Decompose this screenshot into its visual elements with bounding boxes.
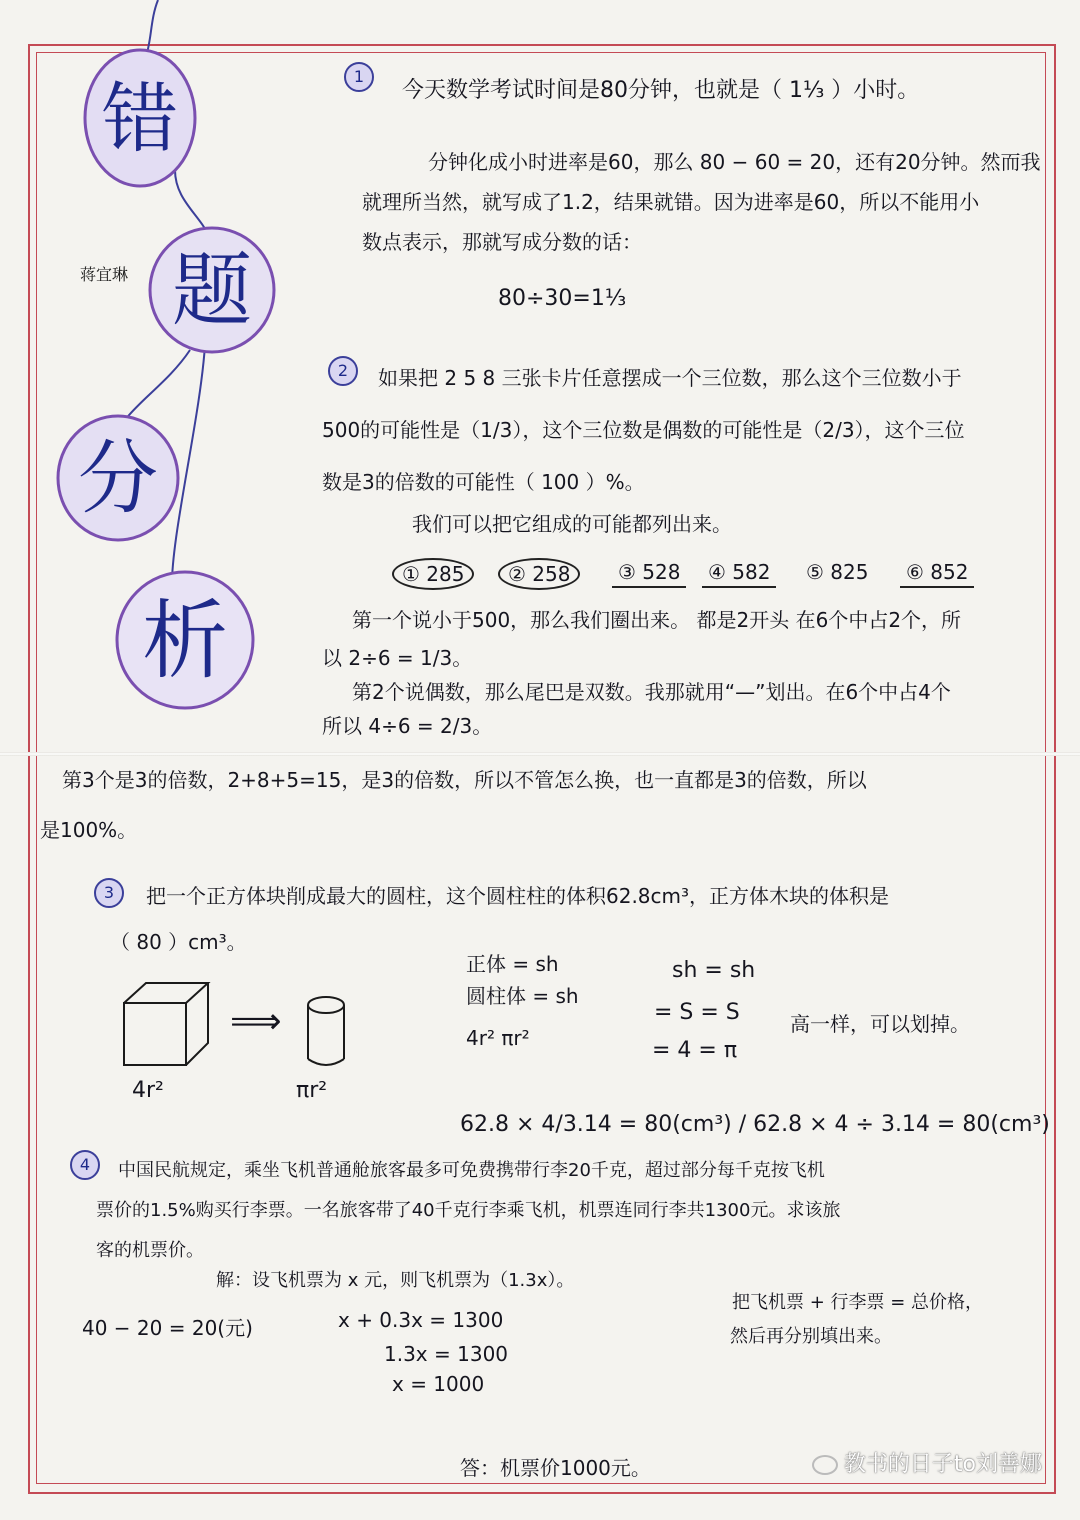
title-char-2: 题 (172, 244, 252, 337)
q2-line-2: 500的可能性是（1/3），这个三位数是偶数的可能性是（2/3），这个三位 (322, 418, 965, 442)
q1-expl-3: 数点表示，那就写成分数的话： (362, 230, 642, 254)
q4-eq-2: 1.3x = 1300 (384, 1342, 509, 1366)
q2-para-2b: 所以 4÷6 = 2/3。 (322, 714, 493, 738)
title-char-1: 错 (102, 74, 178, 163)
title-char-4: 析 (142, 591, 228, 691)
q2-combo-1: ① 285 (392, 558, 474, 590)
watermark (812, 1447, 1042, 1478)
q4-number: 4 (70, 1150, 100, 1180)
q4-answer: 答：机票价1000元。 (460, 1456, 651, 1480)
watermark-text: 教书的日子to刘善娜 (843, 1452, 1042, 1477)
title-char-3: 分 (78, 432, 158, 525)
q4-note-1: 把飞机票 + 行李票 = 总价格， (732, 1292, 984, 1313)
cylinder-drawing (308, 997, 344, 1065)
q1-number: 1 (344, 62, 374, 92)
paper-fold (0, 752, 1080, 756)
q3-calc: 62.8 × 4/3.14 = 80(cm³) / 62.8 × 4 ÷ 3.14 = 80(cm³) (460, 1112, 1050, 1137)
q3-cylinder-label: πr² (296, 1078, 328, 1103)
q3-compare-2: = S = S (654, 1000, 740, 1025)
q4-left-calc: 40 − 20 = 20(元) (82, 1316, 253, 1340)
q1-expl-1: 分钟化成小时进率是60，那么 80 − 60 = 20，还有20分钟。然而我 (428, 150, 1041, 174)
q2-line-1: 如果把 2 5 8 三张卡片任意摆成一个三位数，那么这个三位数小于 (378, 366, 962, 390)
q1-calc: 80÷30=1⅓ (498, 286, 627, 311)
q3-compare-3: = 4 = π (652, 1038, 738, 1063)
q3-compare-1: sh = sh (672, 958, 756, 983)
q2-combo-2: ② 258 (498, 558, 580, 590)
q3-cube-label: 4r² (132, 1078, 164, 1103)
q4-solve: 解：设飞机票为 x 元，则飞机票为（1.3x）。 (216, 1270, 575, 1291)
q3-line-1: 把一个正方体块削成最大的圆柱，这个圆柱柱的体积62.8cm³，正方体木块的体积是 (146, 884, 890, 908)
q4-eq-1: x + 0.3x = 1300 (338, 1308, 504, 1332)
q3-line-2: （ 80 ）cm³。 (110, 930, 247, 954)
q2-note: 我们可以把它组成的可能都列出来。 (412, 512, 732, 536)
q1-expl-2: 就理所当然，就写成了1.2，结果就错。因为进率是60，所以不能用小 (362, 190, 980, 214)
q2-combo-5: ⑤ 825 (806, 560, 869, 584)
q4-note-2: 然后再分别填出来。 (730, 1326, 892, 1347)
q2-para-1b: 以 2÷6 = 1/3。 (322, 646, 473, 670)
q4-line-1: 中国民航规定，乘坐飞机普通舱旅客最多可免费携带行李20千克，超过部分每千克按飞机 (118, 1160, 825, 1181)
q2-number: 2 (328, 356, 358, 386)
q2-para-1a: 第一个说小于500，那么我们圈出来。 都是2开头 在6个中占2个，所 (352, 608, 962, 632)
q3-formula-1: 正体 = sh (466, 952, 559, 976)
q3-arrow: ⟹ (230, 1001, 282, 1042)
q3-formula-3: 4r² πr² (466, 1026, 530, 1050)
q3-number: 3 (94, 878, 124, 908)
title-circles (0, 0, 300, 720)
q2-combo-6: ⑥ 852 (900, 558, 974, 588)
wechat-icon (812, 1455, 838, 1475)
q2-line-3: 数是3的倍数的可能性（ 100 ）%。 (322, 470, 645, 494)
q3-formula-2: 圆柱体 = sh (466, 984, 579, 1008)
q2-para-3a: 第3个是3的倍数，2+8+5=15，是3的倍数，所以不管怎么换，也一直都是3的倍数，所以 (62, 768, 867, 792)
cube-drawing (124, 983, 208, 1065)
q1-question: 今天数学考试时间是80分钟，也就是（ 1⅓ ）小时。 (402, 78, 920, 103)
q2-para-3b: 是100%。 (40, 818, 138, 842)
q2-combo-3: ③ 528 (612, 558, 686, 588)
q4-line-3: 客的机票价。 (96, 1240, 204, 1261)
q2-para-2a: 第2个说偶数，那么尾巴是双数。我那就用“—”划出。在6个中占4个 (352, 680, 951, 704)
q3-note: 高一样，可以划掉。 (790, 1012, 970, 1036)
q2-combo-4: ④ 582 (702, 558, 776, 588)
q4-eq-3: x = 1000 (392, 1372, 485, 1396)
q4-line-2: 票价的1.5%购买行李票。一名旅客带了40千克行李乘飞机，机票连同行李共1300元。求该旅 (96, 1200, 841, 1221)
author-signature: 蒋宜琳 (80, 265, 129, 284)
